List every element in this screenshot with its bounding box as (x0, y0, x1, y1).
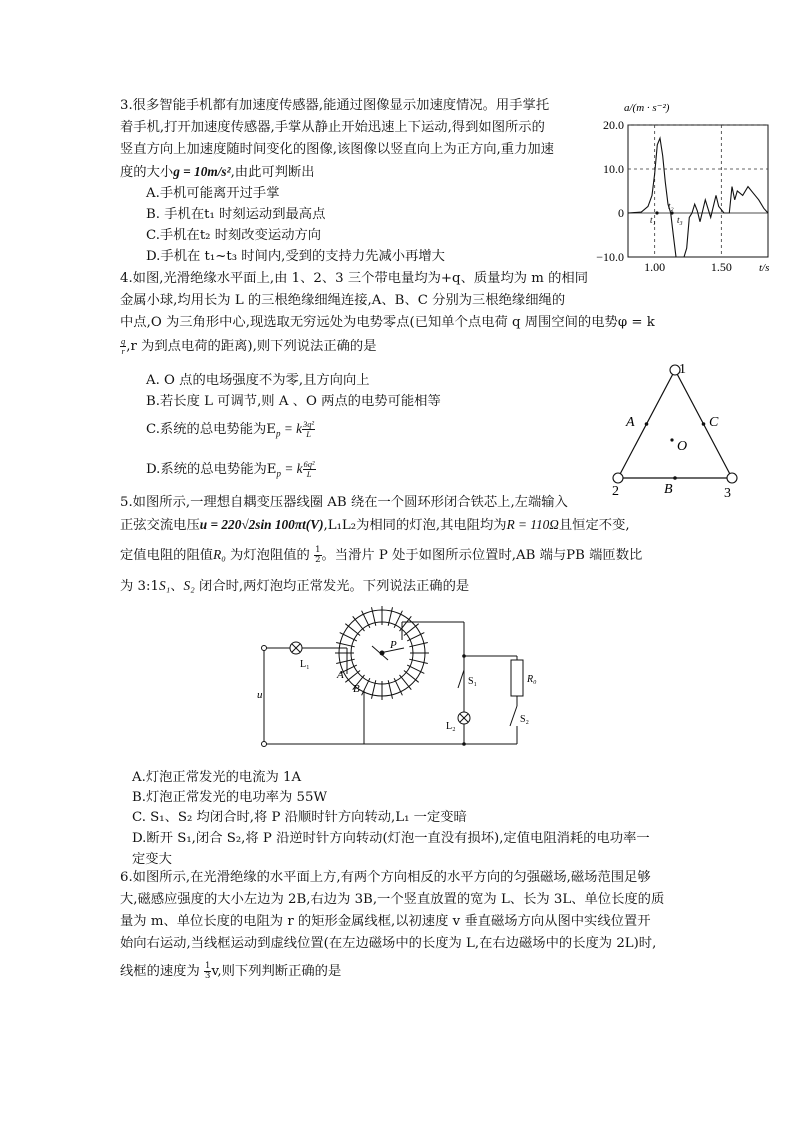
q4-line-2: 金属小球,均用长为 L 的三根绝缘细绳连接,A、B、C 分别为三根绝缘细绳的 (120, 293, 566, 308)
q3-line-4 (120, 161, 315, 184)
q6-line-3: 量为 m、单位长度的电阻为 r 的矩形金属线框,以初速度 v 垂直磁场方向从图中实线位置开 (120, 914, 651, 929)
q5-option-c: C. S₁、S₂ 均闭合时,将 P 沿顺时针方向转动,L₁ 一定变暗 (132, 810, 467, 825)
coil-turn (400, 616, 412, 631)
label-a: A (337, 669, 344, 681)
label-a: A (626, 415, 635, 430)
q4-option-d-sub: p (276, 468, 281, 479)
q6-third-fraction: $\frac{1}{3}$ (205, 961, 211, 981)
q5-r0: R₀ (213, 547, 226, 562)
coil-turn (345, 671, 360, 683)
label-p: P (390, 639, 397, 651)
junction-b (462, 742, 466, 746)
q4-option-b: B.若长度 L 可调节,则 A 、O 两点的电势可能相等 (146, 394, 441, 409)
coil-turn (404, 671, 419, 683)
transformer-circuit (252, 598, 542, 758)
q5-r-expression: R = 110Ω (506, 517, 559, 532)
q3-line-1: 3.很多智能手机都有加速度传感器,能通过图像显示加速度情况。用手掌托 (120, 98, 550, 113)
q5-line-3-a: 定值电阻的阻值 (120, 548, 214, 563)
q5-line-4-a: 为 3:1 (120, 579, 159, 594)
q3-option-b: B. 手机在t₁ 时刻运动到最高点 (146, 207, 326, 222)
label-l2: L₂ (446, 721, 456, 732)
q4-option-c-fraction: $\frac{\text{3q²}}{L}$ (303, 419, 315, 439)
y-tick-label: 10.0 (603, 162, 624, 176)
chart-xlabel: t/s (759, 262, 770, 274)
q4-line-4 (120, 336, 377, 358)
source-terminal-bottom (262, 742, 267, 747)
midpoint-b (673, 476, 677, 480)
marker-t2-point (670, 211, 673, 214)
label-u: u (257, 689, 263, 701)
midpoint-c (702, 422, 706, 426)
q5-line-4-b: 、 (170, 579, 184, 594)
midpoint-a (645, 422, 649, 426)
ball-3 (727, 473, 737, 483)
chart-grid (628, 125, 768, 257)
q5-option-b: B.灯泡正常发光的电功率为 55W (132, 790, 328, 805)
label-b: B (664, 482, 673, 497)
junction-a (462, 654, 466, 658)
q5-line-2-b: ,L₁L₂为相同的灯泡,其电阻均为 (323, 518, 507, 533)
ball-2 (613, 473, 623, 483)
q6-line-2: 大,磁感应强度的大小左边为 2B,右边为 3B,一个竖直放置的宽为 L、长为 3L、单位长度的质 (120, 892, 665, 907)
x-tick-label: 1.00 (644, 260, 666, 274)
q5-line-1: 5.如图所示,一理想自耦变压器线圈 AB 绕在一个圆环形闭合铁芯上,左端输入 (120, 495, 568, 510)
label-b: B (353, 683, 360, 695)
q6-line-5 (120, 961, 341, 983)
q5-line-3-c: 。当滑片 P 处于如图所示位置时,AB 端与PB 端匝数比 (321, 548, 643, 563)
label-l1: L₁ (300, 659, 310, 670)
y-tick-label: 20.0 (603, 118, 624, 132)
q4-option-d-fraction: $\frac{\text{6q²}}{L}$ (303, 459, 315, 479)
q5-u-expression: u = 220√2sin 100πt(V) (199, 517, 324, 532)
marker-t3: t₃ (677, 215, 683, 225)
q5-line-2-a: 正弦交流电压 (120, 518, 200, 533)
label-s1: S₁ (468, 676, 478, 687)
q5-option-d-cont: 定变大 (132, 852, 172, 867)
label-c: C (709, 415, 719, 430)
q5-s1: S₁ (158, 578, 171, 593)
q4-option-d-text: D.系统的总电势能为E (146, 462, 277, 477)
q5-line-3-b: 为灯泡阻值的 (225, 548, 315, 563)
chart-x-ticks (644, 260, 732, 274)
q3-line-4-tail: ,由此可判断出 (230, 165, 315, 180)
q5-line-2 (120, 514, 630, 537)
chart-y-ticks (596, 118, 624, 264)
q4-option-c-text: C.系统的总电势能为E (146, 422, 277, 437)
q5-option-d: D.断开 S₁,闭合 S₂,将 P 沿逆时针方向转动(灯泡一直没有损坏),定值电阻消耗的电功率一 (132, 831, 650, 846)
q3-option-c: C.手机在t₂ 时刻改变运动方向 (146, 228, 322, 243)
q3-g-expression: g = 10m/s² (173, 164, 231, 179)
q5-option-a: A.灯泡正常发光的电流为 1A (132, 770, 302, 785)
q5-line-4 (120, 575, 469, 598)
chart-frame (628, 125, 768, 257)
q5-s2: S₂ (183, 578, 195, 593)
q5-half-fraction: $\frac{1}{2}$ (315, 545, 321, 565)
q4-phi-fraction: $\frac{q}{r}$ (121, 336, 126, 356)
q6-line-4: 始向右运动,当线框运动到虚线位置(在左边磁场中的长度为 L,在右边磁场中的长度为 2L)时, (120, 936, 657, 951)
q3-line-3: 竖直方向上加速度随时间变化的图像,该图像以竖直向上为正方向,重力加速 (120, 142, 554, 157)
y-tick-label: 0 (618, 206, 624, 220)
q5-line-2-c: 且恒定不变, (558, 518, 630, 533)
center-o (670, 438, 673, 441)
q5-line-3 (120, 544, 642, 567)
marker-t2: t₂ (668, 201, 674, 211)
coil-turn (345, 624, 360, 636)
x-tick-label: 1.50 (710, 260, 732, 274)
q4-line-3: 中点,O 为三角形中心,现选取无穷远处为电势零点(已知单个点电荷 q 周围空间的电势φ = k (120, 315, 655, 330)
q4-line-1: 4.如图,光滑绝缘水平面上,由 1、2、3 三个带电量均为+q、质量均为 m 的相同 (120, 271, 588, 286)
label-1: 1 (679, 362, 686, 377)
marker-t1-point (655, 211, 658, 214)
chart-ylabel: a/(m · s⁻²) (624, 102, 670, 114)
coil-turn (404, 624, 419, 636)
q6-line-5-a: 线框的速度为 (120, 964, 205, 979)
q4-line-4-text: ,r 为到点电荷的距离),则下列说法正确的是 (126, 339, 377, 354)
q3-line-4-text: 度的大小 (120, 165, 174, 180)
q4-option-d (146, 458, 316, 479)
q4-option-a: A. O 点的电场强度不为零,且方向向上 (146, 373, 370, 388)
label-r0: R₀ (527, 674, 537, 685)
coil-turn (353, 616, 365, 631)
label-s2: S₂ (520, 714, 530, 725)
q6-line-5-b: v,则下列判断正确的是 (211, 964, 342, 979)
q5-line-4-c: 闭合时,两灯泡均正常发光。下列说法正确的是 (194, 579, 470, 594)
q4-option-c-sub: p (276, 428, 281, 439)
chart-series-line (628, 138, 768, 257)
q4-option-c (146, 418, 315, 439)
acceleration-chart (588, 95, 788, 275)
y-tick-label: −10.0 (596, 250, 624, 264)
q4-option-d-eq: = k (281, 461, 303, 476)
q3-option-d: D.手机在 t₁~t₃ 时间内,受到的支持力先减小再增大 (146, 249, 445, 264)
source-terminal-top (262, 646, 267, 651)
q4-option-c-eq: = k (280, 421, 303, 436)
marker-t1: t₁ (650, 215, 656, 225)
label-3: 3 (724, 486, 731, 500)
label-o: O (677, 439, 688, 454)
q3-option-a: A.手机可能离开过手掌 (146, 186, 280, 201)
triangle-figure (598, 360, 758, 500)
label-2: 2 (612, 484, 619, 499)
q6-line-1: 6.如图所示,在光滑绝缘的水平面上方,有两个方向相反的水平方向的匀强磁场,磁场范围足够 (120, 870, 651, 885)
coil-turn (400, 675, 412, 690)
q3-line-2: 着手机,打开加速度传感器,手掌从静止开始迅速上下运动,得到如图所示的 (120, 120, 545, 135)
